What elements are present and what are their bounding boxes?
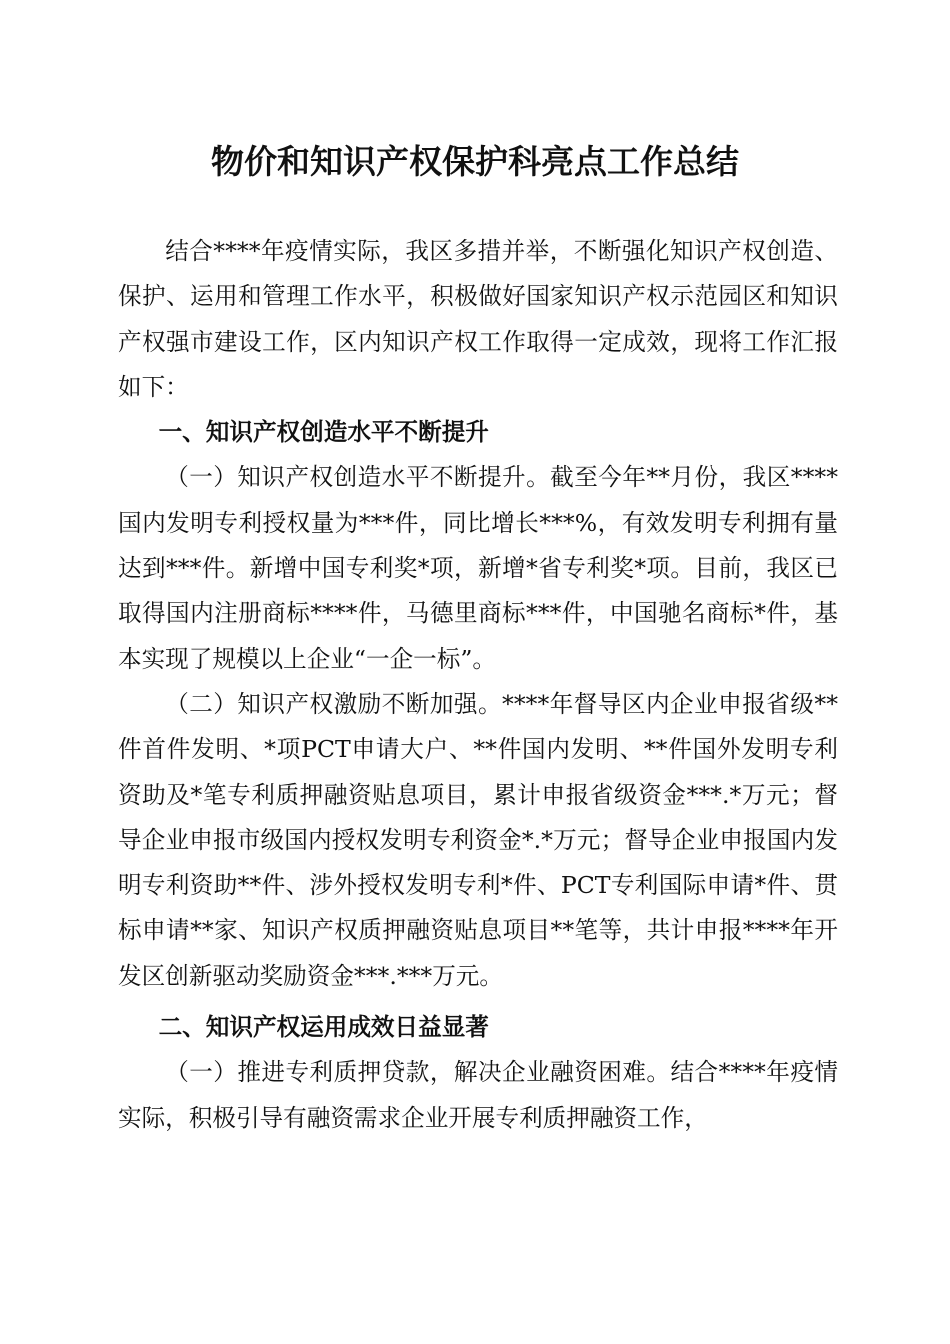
document-title: 物价和知识产权保护科亮点工作总结 bbox=[211, 142, 739, 181]
section-2-heading: 二、知识产权运用成效日益显著 bbox=[158, 1013, 489, 1042]
section-2-paragraph-1: （一）推进专利质押贷款，解决企业融资困难。结合****年疫情实际，积极引导有融资需求企业开展专利质押融资工作， bbox=[118, 1058, 838, 1132]
section-1-paragraph-1: （一）知识产权创造水平不断提升。截至今年**月份，我区****国内发明专利授权量为***件，同比增长***%，有效发明专利拥有量达到***件。新增中国专利奖*项，新增*省专利奖*项。目前，我区已取得国内注册商标****件，马德里商标***件，中国驰名商标*件，基本实现了规模以上企业“一企一标”。 bbox=[118, 463, 838, 673]
document-body bbox=[118, 229, 838, 1141]
section-1-paragraph-2: （二）知识产权激励不断加强。****年督导区内企业申报省级**件首件发明、*项PCT申请大户、**件国内发明、**件国外发明专利资助及*笔专利质押融资贴息项目，累计申报省级资金***.*万元；督导企业申报市级国内授权发明专利资金*.*万元；督导企业申报国内发明专利资助**件、涉外授权发明专利*件、PCT专利国际申请*件、贯标申请**家、知识产权质押融资贴息项目**笔等，共计申报****年开发区创新驱动奖励资金***.***万元。 bbox=[118, 689, 838, 990]
section-1-heading: 一、知识产权创造水平不断提升 bbox=[158, 418, 489, 447]
intro-paragraph: 结合****年疫情实际，我区多措并举，不断强化知识产权创造、保护、运用和管理工作水平，积极做好国家知识产权示范园区和知识产权强市建设工作，区内知识产权工作取得一定成效，现将工作汇报如下： bbox=[118, 237, 838, 401]
